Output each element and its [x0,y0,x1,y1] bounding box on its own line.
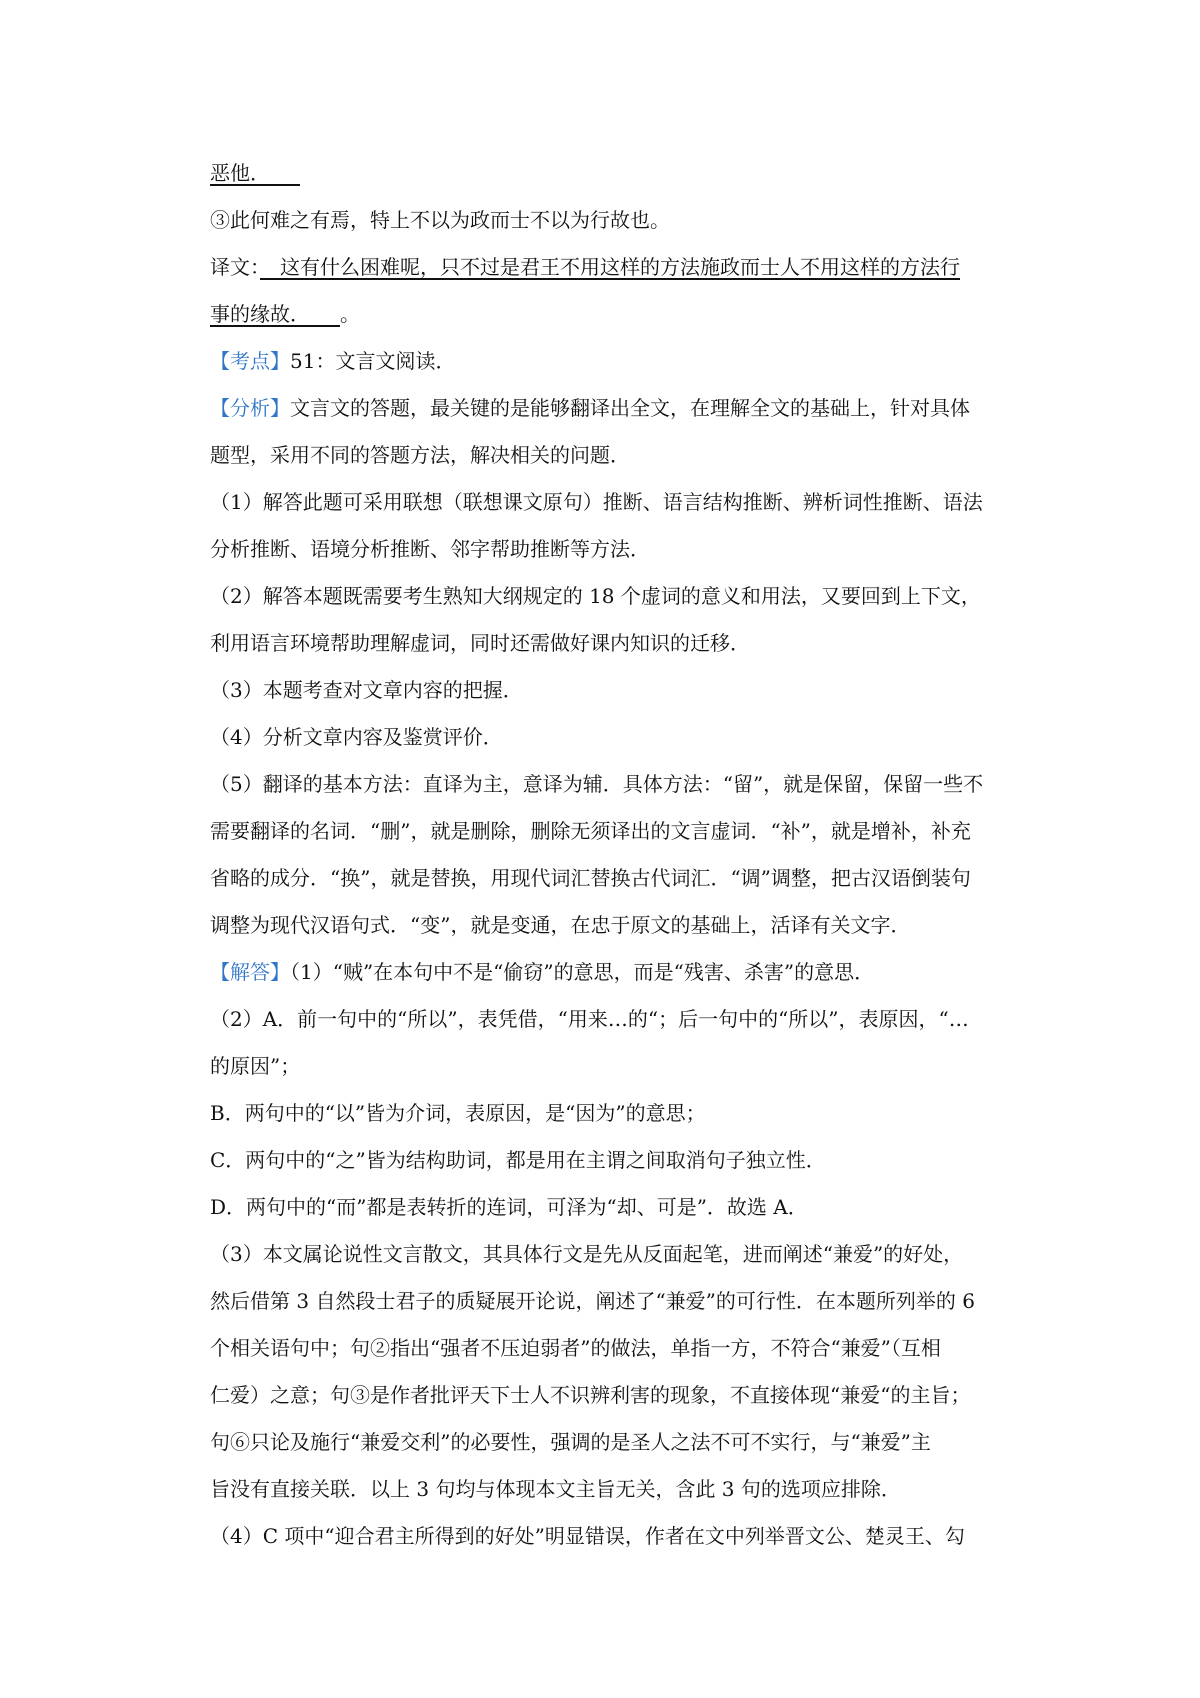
text-line [210,1090,1020,1137]
text-segment: C．两句中的“之”皆为结构助词，都是用在主谓之间取消句子独立性． [210,1148,826,1172]
text-line [210,667,1020,714]
text-segment: （5）翻译的基本方法：直译为主，意译为辅．具体方法：“留”，就是保留，保留一些不 [210,772,984,796]
text-segment: 分析推断、语境分析推断、邻字帮助推断等方法． [210,537,650,561]
text-segment: 。 [340,302,360,326]
text-line [210,761,1020,808]
text-line [210,1137,1020,1184]
text-line [210,902,1020,949]
text-segment: 文言文的答题，最关键的是能够翻译出全文，在理解全文的基础上，针对具体 [290,396,970,420]
text-segment: 调整为现代汉语句式．“变”，就是变通，在忠于原文的基础上，活译有关文字． [210,913,911,937]
text-segment: 译文： [210,255,260,279]
text-line [210,1278,1020,1325]
text-segment: （3）本题考查对文章内容的把握． [210,678,523,702]
text-line [210,996,1020,1043]
text-segment: （3）本文属论说性文言散文，其具体行文是先从反面起笔，进而阐述“兼爱”的好处， [210,1242,964,1266]
text-segment: 旨没有直接关联．以上 3 句均与体现本文主旨无关，含此 3 句的选项应排除． [210,1477,901,1501]
underlined-answer [300,302,340,326]
text-line [210,526,1020,573]
text-segment: （2）A．前一句中的“所以”，表凭借，“用来…的“；后一句中的“所以”，表原因，“… [210,1007,969,1031]
text-segment: （1）解答此题可采用联想（联想课文原句）推断、语言结构推断、辨析词性推断、语法 [210,490,983,514]
section-label: 【分析】 [210,396,290,420]
text-segment: 51：文言文阅读． [290,349,456,373]
text-line [210,808,1020,855]
underlined-answer: 事的缘故． [210,302,300,326]
underlined-answer: 恶他． [210,161,260,185]
text-line [210,855,1020,902]
text-segment: 需要翻译的名词．“删”，就是删除，删除无须译出的文言虚词．“补”，就是增补，补充 [210,819,971,843]
text-segment: ③此何难之有焉，特上不以为政而士不以为行故也。 [210,208,670,232]
text-line [210,1419,1020,1466]
text-line [210,1372,1020,1419]
text-segment: （2）解答本题既需要考生熟知大纲规定的 18 个虚词的意义和用法，又要回到上下文， [210,584,981,608]
underlined-answer: 这有什么困难呢，只不过是君王不用这样的方法施政而士人不用这样的方法行 [260,255,960,279]
text-line [210,1184,1020,1231]
text-segment: 仁爱）之意；句③是作者批评天下士人不识辨利害的现象，不直接体现“兼爱“的主旨； [210,1383,971,1407]
text-line [210,620,1020,667]
text-segment: 的原因”； [210,1054,301,1078]
text-segment: （4）C 项中“迎合君主所得到的好处”明显错误，作者在文中列举晋文公、楚灵王、勾 [210,1524,965,1548]
text-line [210,949,1020,996]
text-segment: 利用语言环境帮助理解虚词，同时还需做好课内知识的迁移． [210,631,750,655]
text-segment: 个相关语句中；句②指出“强者不压迫弱者”的做法，单指一方，不符合“兼爱”（互相 [210,1336,941,1360]
text-line [210,479,1020,526]
text-line [210,197,1020,244]
text-line [210,714,1020,761]
text-line [210,244,1020,291]
text-line [210,385,1020,432]
text-line [210,1513,1020,1560]
text-segment: 然后借第 3 自然段士君子的质疑展开论说，阐述了“兼爱”的可行性．在本题所列举的 6 [210,1289,975,1313]
text-line [210,1466,1020,1513]
text-segment: 句⑥只论及施行“兼爱交利”的必要性，强调的是圣人之法不可不实行，与“兼爱”主 [210,1430,931,1454]
text-segment: D．两句中的“而”都是表转折的连词，可泽为“却、可是”．故选 A． [210,1195,808,1219]
text-line [210,1325,1020,1372]
section-label: 【考点】 [210,349,290,373]
text-line [210,338,1020,385]
text-line [210,291,1020,338]
text-line [210,1043,1020,1090]
document-body [210,150,1020,1560]
section-label: 【解答】 [210,960,290,984]
text-line [210,432,1020,479]
text-line [210,150,1020,197]
text-segment: B．两句中的“以”皆为介词，表原因，是“因为”的意思； [210,1101,706,1125]
text-line [210,573,1020,620]
text-segment: 题型，采用不同的答题方法，解决相关的问题． [210,443,630,467]
text-segment: 省略的成分．“换”，就是替换，用现代词汇替换古代词汇．“调”调整，把古汉语倒装句 [210,866,971,890]
text-line [210,1231,1020,1278]
text-segment: （1）“贼”在本句中不是“偷窃”的意思，而是“残害、杀害”的意思． [290,960,875,984]
text-segment: （4）分析文章内容及鉴赏评价． [210,725,503,749]
underlined-answer [260,161,300,185]
